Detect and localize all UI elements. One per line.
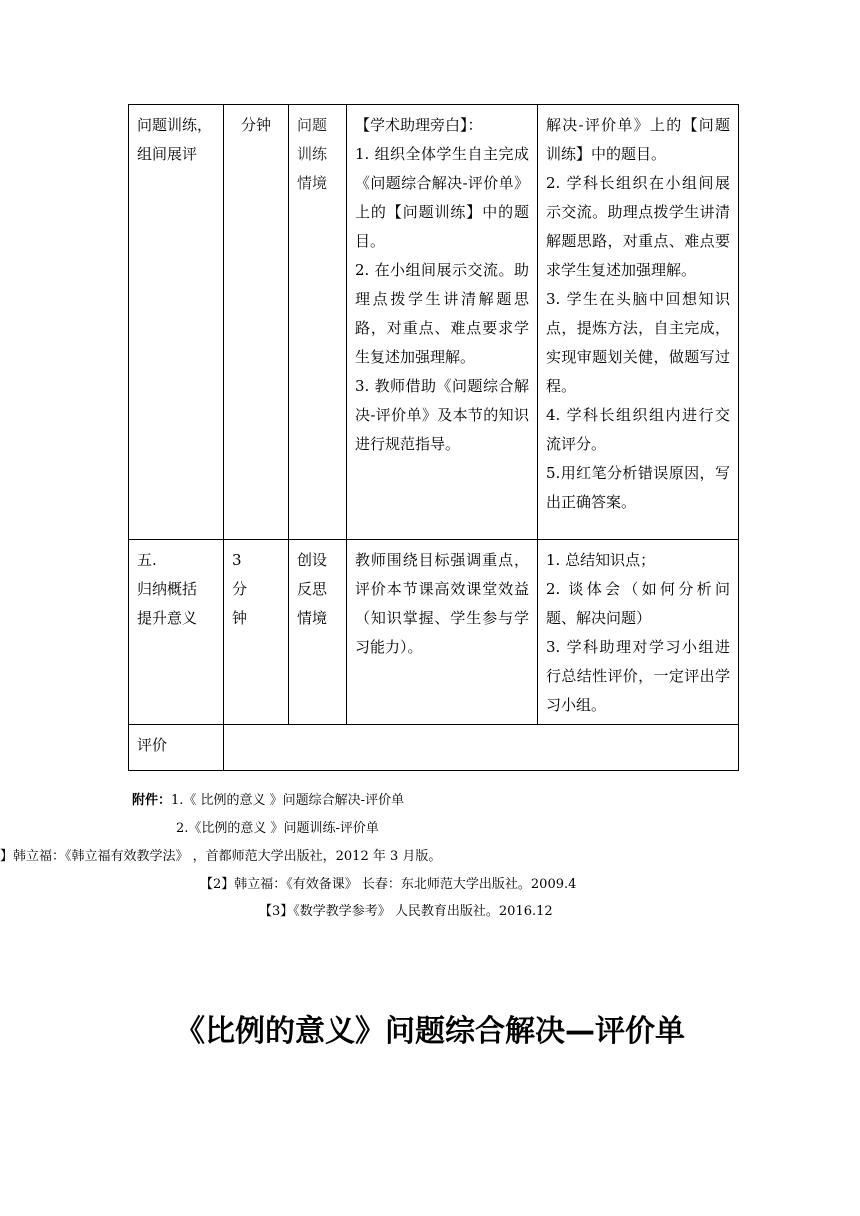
stage-cell: 问题训练， 组间展评 xyxy=(129,105,224,540)
student-activity-cell: 1. 总结知识点； 2. 谈体会（如何分析问题、解决问题） 3. 学科助理对学习小组进行总结性评价，一定评出学习小组。 xyxy=(538,540,739,725)
teacher-activity-cell: 教师围绕目标强调重点，评价本节课高效课堂效益（知识掌握、学生参与学习能力）。 xyxy=(347,540,538,725)
reference-1: 】韩立福：《韩立福有效教学法》 ，首都师范大学出版社，2012 年 3 月版。 xyxy=(0,849,442,864)
evaluation-label-cell: 评价 xyxy=(129,725,224,771)
attachment-item: 2.《比例的意义 》问题训练-评价单 xyxy=(176,821,379,836)
teacher-activity-cell: 【学术助理旁白】： 1. 组织全体学生自主完成《问题综合解决-评价单》上的【问题训练】中的题目。 2. 在小组间展示交流。助理点拨学生讲清解题思路，对重点、难点要求学生复述加强理解。 3. 教师借助《问题综合解决-评价单》及本节的知识进行规范指导。 xyxy=(347,105,538,540)
attachment-label: 附件： xyxy=(132,793,172,808)
stage-cell: 五. 归纳概括 提升意义 xyxy=(129,540,224,725)
table-row xyxy=(129,105,739,540)
reference-2: 【2】韩立福：《有效备课》 长春：东北师范大学出版社。2009.4 xyxy=(200,877,577,892)
time-cell: 3 分 钟 xyxy=(224,540,289,725)
attachment-item: 1.《 比例的意义 》问题综合解决-评价单 xyxy=(171,793,405,808)
evaluation-content-cell xyxy=(224,725,739,771)
table-row xyxy=(129,725,739,771)
table-row xyxy=(129,540,739,725)
lesson-plan-table xyxy=(128,104,739,771)
time-cell: 分钟 xyxy=(224,105,289,540)
situation-cell: 创设 反思 情境 xyxy=(289,540,347,725)
reference-3: 【3】《数学教学参考》 人民教育出版社。2016.12 xyxy=(259,904,553,919)
student-activity-cell: 解决-评价单》上的【问题训练】中的题目。 2. 学科长组织在小组间展示交流。助理点拨学生讲清解题思路，对重点、难点要求学生复述加强理解。 3. 学生在头脑中回想知识点，提炼方法，自主完成，实现审题划关健，做题写过程。 4. 学科长组织组内进行交流评分。 5.用红笔分析错误原因，写出正确答案。 xyxy=(538,105,739,540)
section-title: 《比例的意义》问题综合解决—评价单 xyxy=(175,1014,685,1049)
attachment-line-1 xyxy=(132,792,404,810)
situation-cell: 问题 训练 情境 xyxy=(289,105,347,540)
